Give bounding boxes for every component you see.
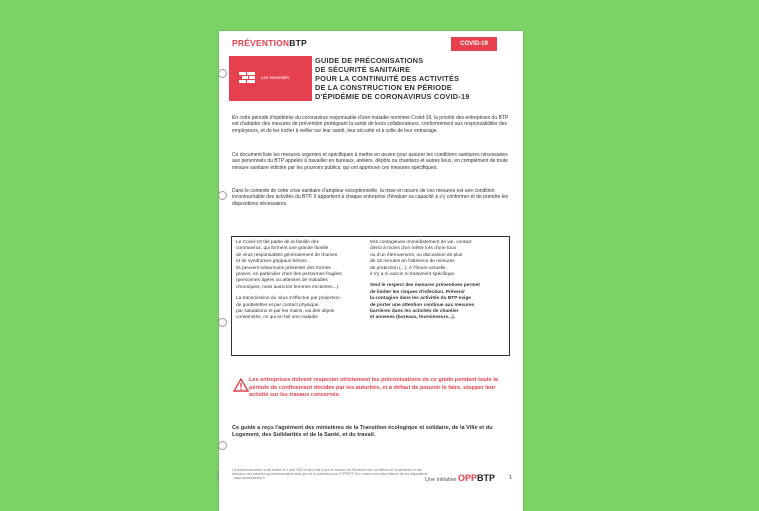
intro-paragraph-2: Ce document liste les mesures urgentes et spécifiques à mettre en œuvre pour assurer les conditions sanitaires nécessaires aux personnels du BTP appelés à travailler en bureaux, ateliers, dépôts ou chantiers et autres lieux, en complément de toute mesure sanitaire édictée par les pouvoirs publics, qui ont approuvé ces mesures spécifiques. bbox=[232, 152, 508, 171]
bricks-icon bbox=[239, 72, 255, 84]
covid-tag: COVID-19 bbox=[451, 37, 497, 51]
warning-text: Les entreprises doivent respecter strictement les préconisations de ce guide pendant toute la période de confinement décidée par les autorités, et à défaut de pouvoir le faire, stopper leur activité sur les travaux concernés. bbox=[249, 377, 498, 398]
box-right-text: très contagieuse immédiatement de vie, contact direct à moins d'un mètre lors d'une toux ou d'un éternuement, ou discussion de plus de 15 minutes en l'absence de mesures de protection (...). À l'heure actuelle, il n'y a ni vaccin ni traitement spécifique. Seul le respect des mesures préventives permet de limiter les risques d'infection. Prévenir la contagion dans les activités du BTP exige de porter une attention continue aux mesures barrières dans les activités de chantier et annexes (bureaux, fournisseurs...). bbox=[370, 240, 480, 321]
punch-hole bbox=[218, 318, 227, 327]
intro-paragraph-1: En cette période d'épidémie du coronavirus responsable d'une maladie nommée Covid-19, la priorité des entreprises du BTP est d'adopter des mesures de prévention protégeant la santé de leurs collaborateurs, conformément aux responsabilités des employeurs, et de les inciter à veiller sur leur santé, leur sécurité et à celle de leur entourage. bbox=[232, 115, 509, 134]
document-page bbox=[216, 31, 523, 511]
info-box bbox=[231, 236, 510, 356]
document-title: GUIDE DE PRÉCONISATIONS DE SÉCURITÉ SANITAIRE POUR LA CONTINUITÉ DES ACTIVITÉS DE LA CONSTRUCTION EN PÉRIODE D'ÉPIDÉMIE DE CORONAVIRUS COVID-19 bbox=[315, 56, 470, 101]
initiative-logo: Une initiative OPPBTP bbox=[425, 473, 496, 483]
punch-hole bbox=[218, 69, 227, 78]
punch-hole bbox=[218, 441, 227, 450]
agreement-text: Ce guide a reçu l'agrément des ministères de la Transition écologique et solidaire, de la Ville et du Logement, des Solidarités et de la Santé, et du travail. bbox=[232, 425, 493, 439]
side-reference: 03-2020 bbox=[216, 470, 220, 483]
page-number: 1 bbox=[509, 475, 513, 481]
essentials-banner bbox=[229, 56, 312, 101]
footnote: Le présent document a été réalisé le 2 avril 2020 et sera mis à jour en fonction de l'évolution des conditions de la pandémie et des décisions des autorités gouvernementales ainsi que de la publication par l'OPPBTP. Son contenu est sous réserve de ses dispositions - www.preventionbtp.fr bbox=[232, 468, 428, 480]
brand-logo: PRÉVENTIONBTP bbox=[232, 38, 307, 48]
banner-label: Les essentiels bbox=[261, 75, 290, 80]
punch-hole bbox=[218, 191, 227, 200]
warning-icon bbox=[233, 378, 249, 392]
box-left-text: Le Covid-19 fait partie de la famille des coronavirus, qui forment une grande famille de virus responsables généralement de rhumes et de syndromes grippaux bénins. Ils peuvent néanmoins présenter des formes graves, en particulier chez des personnes fragiles (personnes âgées ou atteintes de maladies chroniques, mais aussi les femmes enceintes...). La transmission du virus s'effectue par projection de gouttelettes et par contact physique, par salutations et par les mains, via des objets contaminés, ce qui en fait une maladie bbox=[236, 240, 342, 321]
intro-paragraph-3: Dans le contexte de cette crise sanitaire d'ampleur exceptionnelle, la mise en œuvre de ces mesures est une condition incontournable des activités du BTP. Il appartient à chaque entreprise d'évaluer sa capacité à s'y conformer et de prendre les dispositions nécessaires. bbox=[232, 188, 509, 207]
